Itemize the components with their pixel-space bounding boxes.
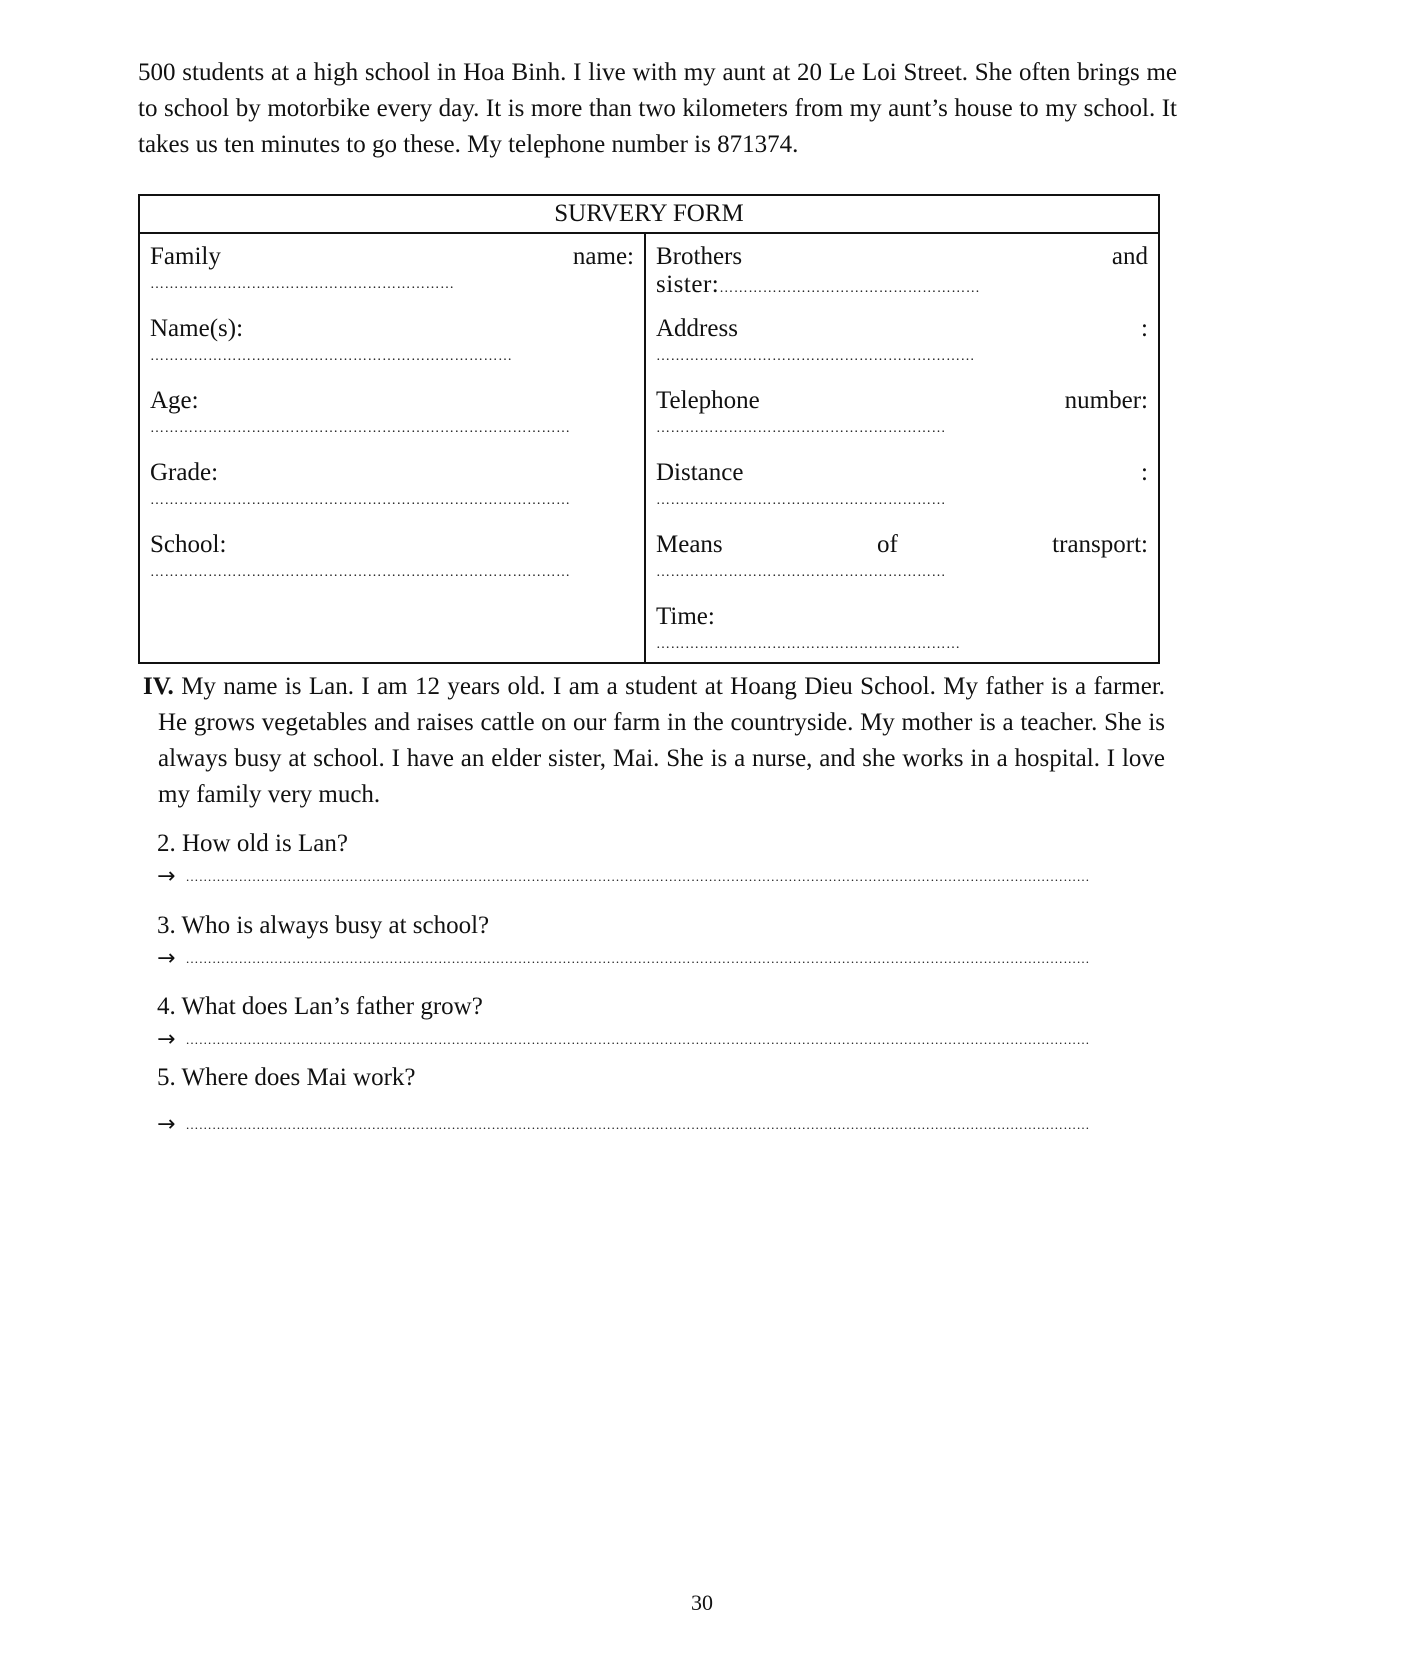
arrow-right-icon: → — [157, 946, 176, 971]
field-address — [656, 311, 1148, 383]
survey-form-columns — [140, 234, 1158, 664]
field-label: Address — [656, 315, 738, 342]
field-label: Brothers — [656, 243, 743, 270]
question-item — [157, 826, 1157, 892]
survey-left-column — [140, 234, 646, 664]
field-label: Family — [150, 243, 221, 270]
field-school — [150, 527, 634, 599]
field-means-of-transport — [656, 527, 1148, 599]
question-item — [157, 1060, 1157, 1140]
field-label: Telephone — [656, 387, 760, 414]
answer-blank[interactable]: …………………………………………………………………………………………………………………………………………………………………………………… — [185, 1032, 1090, 1047]
field-label-continued: sister: — [656, 275, 720, 298]
survey-right-column — [646, 234, 1158, 664]
field-label: School: — [150, 531, 227, 558]
answer-blank[interactable]: …………………………………………………………………………………………………………………………………………………………………………………… — [185, 869, 1090, 884]
field-label-suffix: name: — [572, 243, 634, 270]
field-label: Means — [656, 531, 723, 558]
arrow-right-icon: → — [157, 864, 176, 889]
answer-line[interactable] — [157, 1025, 1157, 1055]
question-item — [157, 989, 1157, 1055]
field-blank[interactable]: …………………………………………………………………………… — [150, 565, 571, 580]
arrow-right-icon: → — [157, 1027, 176, 1052]
section-iv — [143, 669, 1165, 813]
answer-line[interactable] — [157, 1096, 1157, 1140]
field-blank[interactable] — [656, 275, 1148, 303]
question-text: 2. How old is Lan? — [157, 830, 348, 857]
section-iv-paragraph — [143, 669, 1165, 813]
section-iv-text: My name is Lan. I am 12 years old. I am a student at Hoang Dieu School. My father is a farmer. He grows vegetables and raises cattle on our farm in the countryside. My mother is a teacher. She is always busy at school. I have an elder sister, Mai. She is a nurse, and she works in a hospital. I love my family very much. — [158, 673, 1166, 808]
field-blank[interactable]: ………………………………………………………… — [656, 349, 975, 364]
survey-form-title: SURVERY FORM — [140, 196, 1158, 234]
field-blank[interactable]: ……………………………………………………… — [656, 637, 961, 652]
field-age — [150, 383, 634, 455]
field-label-suffix: transport: — [1052, 531, 1148, 558]
field-brothers-sisters — [656, 239, 1148, 311]
field-label: Distance — [656, 459, 744, 486]
field-family-name — [150, 239, 634, 311]
page-number: 30 — [691, 1590, 713, 1615]
intro-paragraph: 500 students at a high school in Hoa Binh. I live with my aunt at 20 Le Loi Street. She often brings me to school by motorbike every day. It is more than two kilometers from my aunt’s house to my school. It takes us ten minutes to go these. My telephone number is 871374. — [138, 59, 1177, 158]
arrow-right-icon: → — [157, 1112, 176, 1137]
answer-blank[interactable]: …………………………………………………………………………………………………………………………………………………………………………………… — [185, 951, 1090, 966]
answer-line[interactable] — [157, 862, 1157, 892]
field-blank[interactable]: …………………………………………………… — [656, 421, 946, 436]
field-label-suffix: : — [1141, 315, 1148, 342]
field-blank[interactable]: …………………………………………………… — [656, 565, 946, 580]
field-distance — [656, 455, 1148, 527]
field-blank[interactable]: ………………………………………………………………… — [150, 349, 513, 364]
question-text: 3. Who is always busy at school? — [157, 912, 490, 939]
question-text: 5. Where does Mai work? — [157, 1064, 416, 1091]
field-telephone-number — [656, 383, 1148, 455]
field-label-mid: of — [877, 531, 898, 558]
field-label: Age: — [150, 387, 199, 414]
field-grade — [150, 455, 634, 527]
field-dots: ……………………………………………… — [719, 281, 981, 296]
question-text: 4. What does Lan’s father grow? — [157, 993, 483, 1020]
field-label-suffix: : — [1141, 459, 1148, 486]
question-item — [157, 908, 1157, 974]
section-number: IV. — [143, 673, 174, 700]
field-blank[interactable]: ……………………………………………………… — [150, 277, 455, 292]
field-names — [150, 311, 634, 383]
field-label: Name(s): — [150, 315, 244, 342]
field-label: Time: — [656, 603, 715, 630]
field-time — [656, 599, 1148, 671]
field-blank[interactable]: …………………………………………………………………………… — [150, 421, 571, 436]
field-label-suffix: and — [1111, 243, 1148, 270]
field-blank[interactable]: …………………………………………………………………………… — [150, 493, 571, 508]
field-label: Grade: — [150, 459, 219, 486]
answer-blank[interactable]: …………………………………………………………………………………………………………………………………………………………………………………… — [185, 1117, 1090, 1132]
field-blank[interactable]: …………………………………………………… — [656, 493, 946, 508]
answer-line[interactable] — [157, 944, 1157, 974]
survey-form — [138, 194, 1160, 664]
field-label-suffix: number: — [1064, 387, 1148, 414]
